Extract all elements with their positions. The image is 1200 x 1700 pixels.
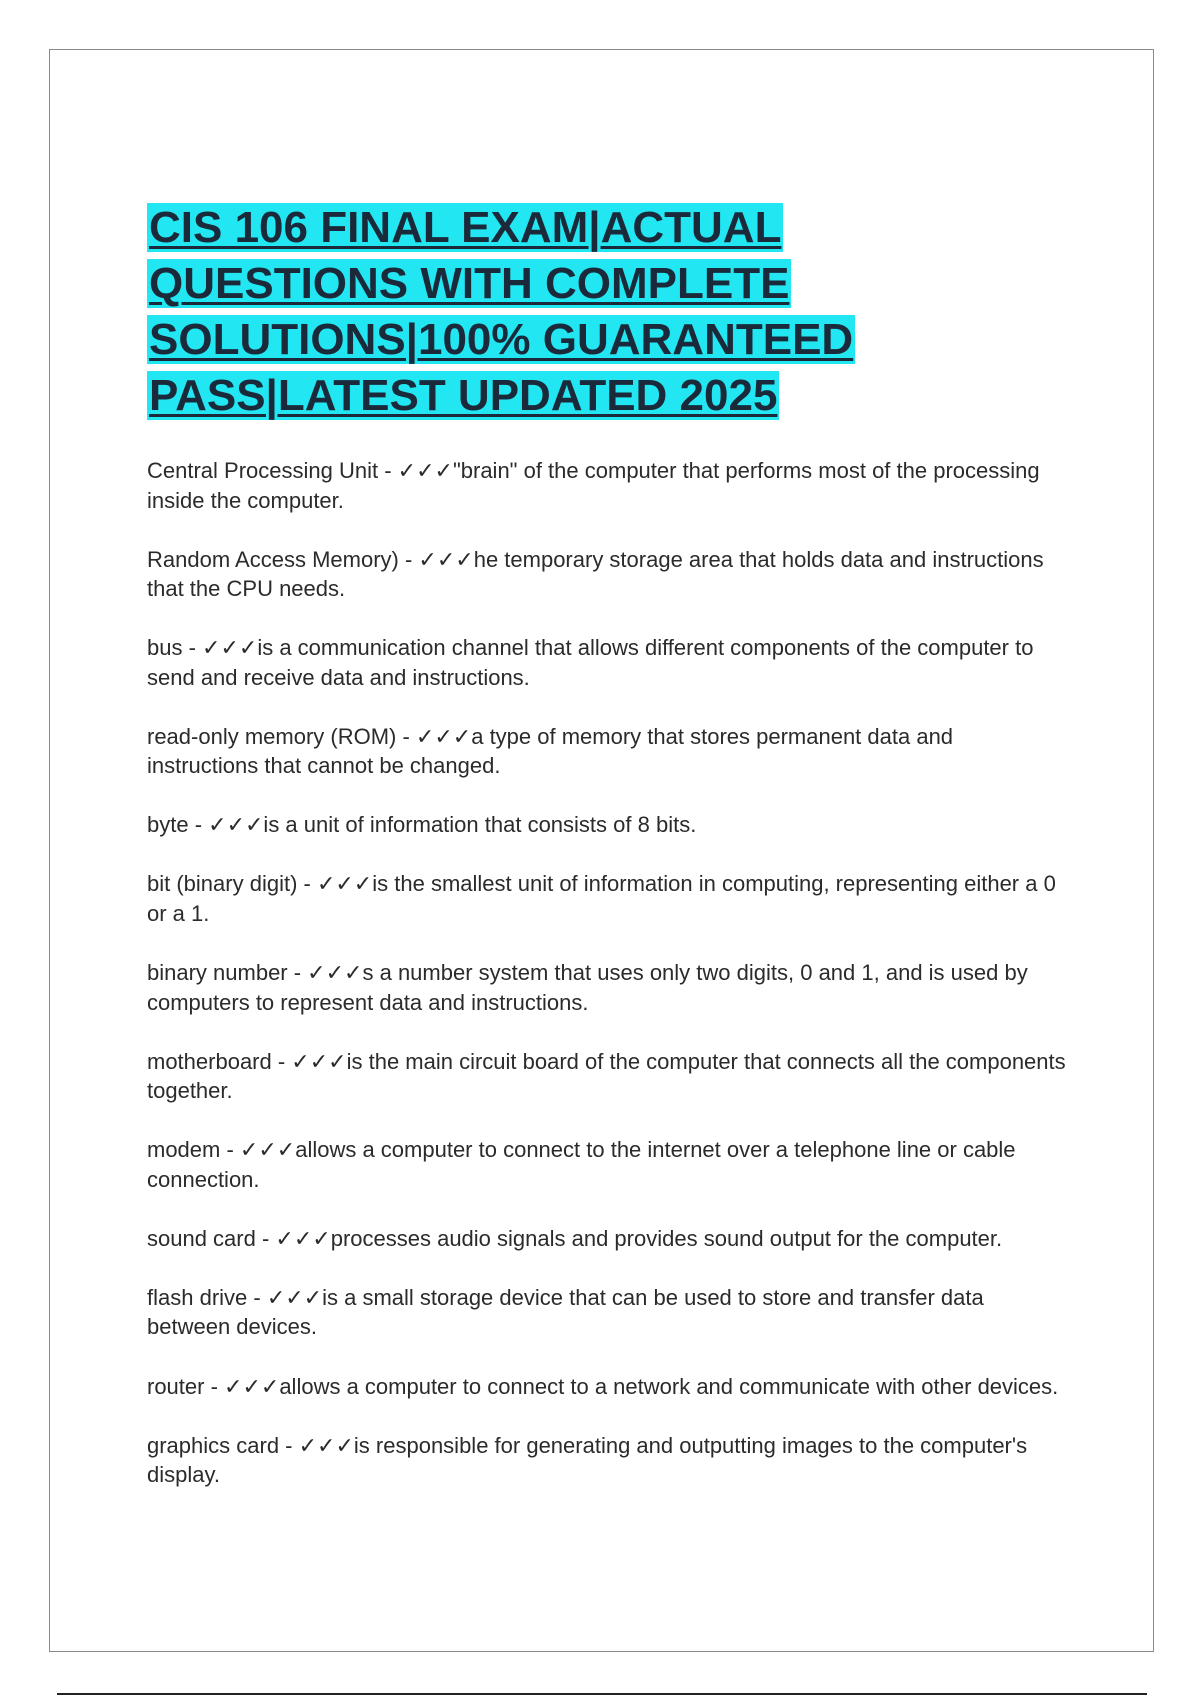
definition-list: [147, 456, 1067, 1519]
page-bottom-divider: [57, 1693, 1147, 1695]
definition-entry-cpu: Central Processing Unit - ✓✓✓"brain" of the computer that performs most of the processing inside the computer.: [147, 458, 1040, 513]
definition-entry-bit: bit (binary digit) - ✓✓✓is the smallest unit of information in computing, representing either a 0 or a 1.: [147, 871, 1056, 926]
definition-entry-flash-drive: flash drive - ✓✓✓is a small storage device that can be used to store and transfer data between devices.: [147, 1284, 984, 1340]
definition-entry-sound-card: sound card - ✓✓✓processes audio signals and provides sound output for the computer.: [147, 1225, 1003, 1251]
definition-entry-modem: modem - ✓✓✓allows a computer to connect to the internet over a telephone line or cable connection.: [147, 1137, 1016, 1192]
definition-entry-rom: read-only memory (ROM) - ✓✓✓a type of memory that stores permanent data and instructions that cannot be changed.: [147, 723, 954, 779]
definition-entry-graphics-card: graphics card - ✓✓✓is responsible for generating and outputting images to the computer's display.: [147, 1432, 1028, 1488]
definition-entry-motherboard: motherboard - ✓✓✓is the main circuit board of the computer that connects all the components together.: [147, 1048, 1066, 1104]
definition-entry-byte: byte - ✓✓✓is a unit of information that consists of 8 bits.: [147, 812, 697, 838]
document-title: [147, 200, 967, 424]
definition-entry-ram: Random Access Memory) - ✓✓✓he temporary storage area that holds data and instructions that the CPU needs.: [147, 546, 1044, 602]
definition-entry-binary-number: binary number - ✓✓✓s a number system that uses only two digits, 0 and 1, and is used by computers to represent data and instructions.: [147, 960, 1028, 1015]
title-highlight: CIS 106 FINAL EXAM|ACTUAL QUESTIONS WITH COMPLETE SOLUTIONS|100% GUARANTEED PASS|LATEST UPDATED 2025: [149, 203, 854, 420]
definition-entry-bus: bus - ✓✓✓is a communication channel that allows different components of the computer to send and receive data and instructions.: [147, 635, 1034, 690]
definition-entry-router: router - ✓✓✓allows a computer to connect to a network and communicate with other devices.: [147, 1373, 1059, 1399]
